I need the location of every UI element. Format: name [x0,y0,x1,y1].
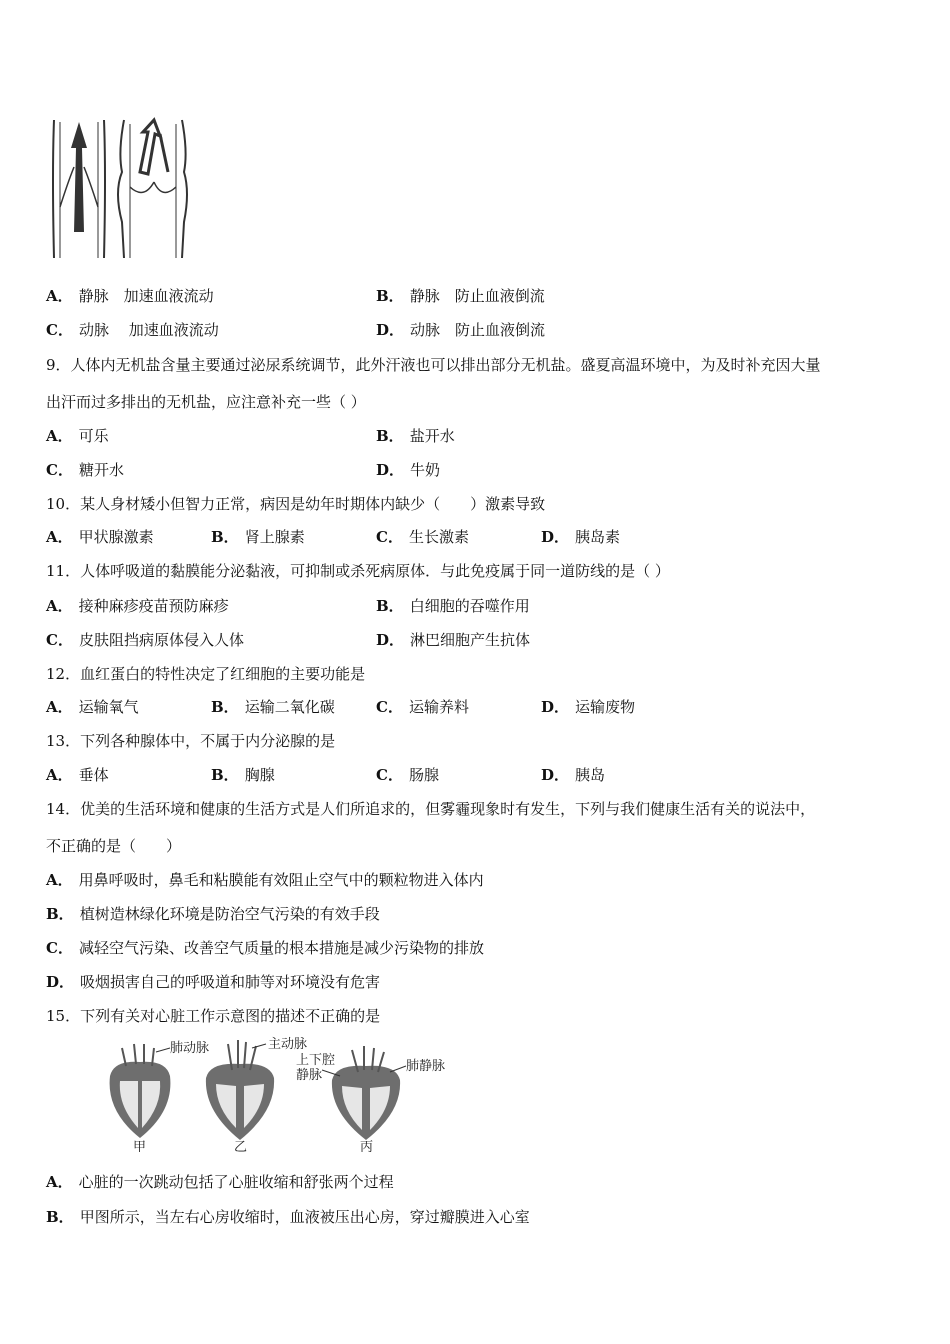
option-label: B． [376,427,404,445]
option-text: 甲状腺激素 [78,528,154,546]
q15-stem: 15．下列有关对心脏工作示意图的描述不正确的是 [46,1007,381,1025]
option-label: A． [46,698,73,716]
label-pulmonary-artery: 肺动脉 [170,1041,210,1056]
option-text: 减轻空气污染、改善空气质量的根本措施是减少污染物的排放 [78,939,484,957]
q8-option-c[interactable] [46,320,219,340]
option-label: A． [46,597,73,615]
option-text: 胰岛 [575,766,606,784]
q13-stem: 13．下列各种腺体中，不属于内分泌腺的是 [46,732,336,750]
label-aorta: 主动脉 [268,1037,308,1052]
q9-stem-line1: 9．人体内无机盐含量主要通过泌尿系统调节，此外汗液也可以排出部分无机盐。盛夏高温环境中，为及时补充因大量 [46,356,821,374]
option-text: 胰岛素 [575,528,621,546]
option-label: C． [46,461,73,479]
q13-option-d[interactable] [541,765,605,785]
option-text: 胸腺 [244,766,275,784]
option-text: 动脉 防止血液倒流 [410,321,546,339]
option-text: 静脉 加速血液流动 [78,287,214,305]
option-label: B． [376,597,404,615]
option-text: 肾上腺素 [244,528,305,546]
option-label: C． [46,631,73,649]
option-text: 吸烟损害自己的呼吸道和肺等对环境没有危害 [80,973,381,991]
q11-option-a[interactable] [46,596,229,616]
q11-option-b[interactable] [376,596,530,616]
q8-option-d[interactable] [376,320,545,340]
q13-option-b[interactable] [211,765,275,785]
q14-stem-line2: 不正确的是（ ） [46,837,182,855]
option-label: C． [46,939,73,957]
q13-option-c[interactable] [376,765,439,785]
option-text: 心脏的一次跳动包括了心脏收缩和舒张两个过程 [78,1173,394,1191]
q14-option-d[interactable] [46,972,380,992]
option-label: C． [376,698,403,716]
option-label: D． [46,973,75,991]
q10-option-c[interactable] [376,527,469,547]
q12-option-d[interactable] [541,697,635,717]
option-text: 植树造林绿化环境是防治空气污染的有效手段 [79,905,380,923]
q11-stem: 11．人体呼吸道的黏膜能分泌黏液，可抑制或杀死病原体．与此免疫属于同一道防线的是（ ） [46,562,670,580]
label-vena-cava-line2: 静脉 [296,1068,323,1083]
heart-yi [206,1040,274,1140]
option-text: 甲图所示，当左右心房收缩时，血液被压出心房，穿过瓣膜进入心室 [79,1208,530,1226]
q10-stem: 10．某人身材矮小但智力正常，病因是幼年时期体内缺少（ ）激素导致 [46,495,546,513]
q9-option-a[interactable] [46,426,109,446]
option-label: A． [46,528,73,546]
option-text: 白细胞的吞噬作用 [409,597,530,615]
option-label: B． [211,528,239,546]
option-label: A． [46,427,73,445]
option-label: A． [46,766,73,784]
option-label: C． [376,766,403,784]
option-label: D． [541,766,570,784]
q9-option-b[interactable] [376,426,455,446]
q10-option-d[interactable] [541,527,620,547]
option-text: 静脉 防止血液倒流 [409,287,545,305]
q14-option-a[interactable] [46,870,484,890]
q14-stem-line1: 14．优美的生活环境和健康的生活方式是人们所追求的，但雾霾现象时有发生，下列与我们健康生活有关的说法中， [46,800,816,818]
q14-option-c[interactable] [46,938,484,958]
option-text: 皮肤阻挡病原体侵入人体 [78,631,244,649]
label-yi: 乙 [234,1140,248,1152]
q12-stem: 12．血红蛋白的特性决定了红细胞的主要功能是 [46,665,366,683]
option-text: 肠腺 [408,766,439,784]
label-vena-cava-line1: 上下腔 [296,1053,336,1068]
q12-option-b[interactable] [211,697,335,717]
q9-option-d[interactable] [376,460,440,480]
q9-option-c[interactable] [46,460,124,480]
option-text: 运输氧气 [78,698,139,716]
option-label: D． [376,631,405,649]
q15-option-b[interactable] [46,1207,530,1227]
heart-bing [332,1046,400,1140]
label-pulmonary-vein: 肺静脉 [406,1059,445,1074]
option-text: 运输废物 [575,698,636,716]
option-text: 生长激素 [408,528,469,546]
option-text: 动脉 加速血液流动 [78,321,219,339]
option-label: C． [46,321,73,339]
q11-option-d[interactable] [376,630,530,650]
q11-option-c[interactable] [46,630,244,650]
option-text: 糖开水 [78,461,124,479]
option-text: 牛奶 [410,461,441,479]
label-jia: 甲 [133,1140,147,1152]
option-label: B． [376,287,404,305]
option-text: 垂体 [78,766,109,784]
option-label: D． [541,528,570,546]
label-bing: 丙 [360,1140,374,1152]
option-label: B． [211,766,239,784]
option-label: B． [46,905,74,923]
option-label: D． [376,321,405,339]
q13-option-a[interactable] [46,765,109,785]
q8-option-b[interactable] [376,286,545,306]
option-label: C． [376,528,403,546]
option-text: 运输养料 [408,698,469,716]
q15-option-a[interactable] [46,1172,394,1192]
option-text: 淋巴细胞产生抗体 [410,631,531,649]
option-text: 运输二氧化碳 [244,698,335,716]
option-label: A． [46,287,73,305]
option-text: 用鼻呼吸时，鼻毛和粘膜能有效阻止空气中的颗粒物进入体内 [78,871,484,889]
heart-jia [110,1044,171,1138]
heart-diagram-figure [100,1036,445,1152]
option-label: D． [541,698,570,716]
q9-stem-line2: 出汗而过多排出的无机盐，应注意补充一些（ ） [46,393,366,411]
q14-option-b[interactable] [46,904,380,924]
option-label: B． [46,1208,74,1226]
q10-option-a[interactable] [46,527,154,547]
vein-valve-figure [44,112,189,264]
q8-option-a[interactable] [46,286,214,306]
q10-option-b[interactable] [211,527,305,547]
option-text: 接种麻疹疫苗预防麻疹 [78,597,229,615]
option-label: A． [46,1173,73,1191]
option-label: B． [211,698,239,716]
option-text: 盐开水 [409,427,455,445]
option-label: D． [376,461,405,479]
q12-option-a[interactable] [46,697,139,717]
option-label: A． [46,871,73,889]
q12-option-c[interactable] [376,697,469,717]
option-text: 可乐 [78,427,109,445]
